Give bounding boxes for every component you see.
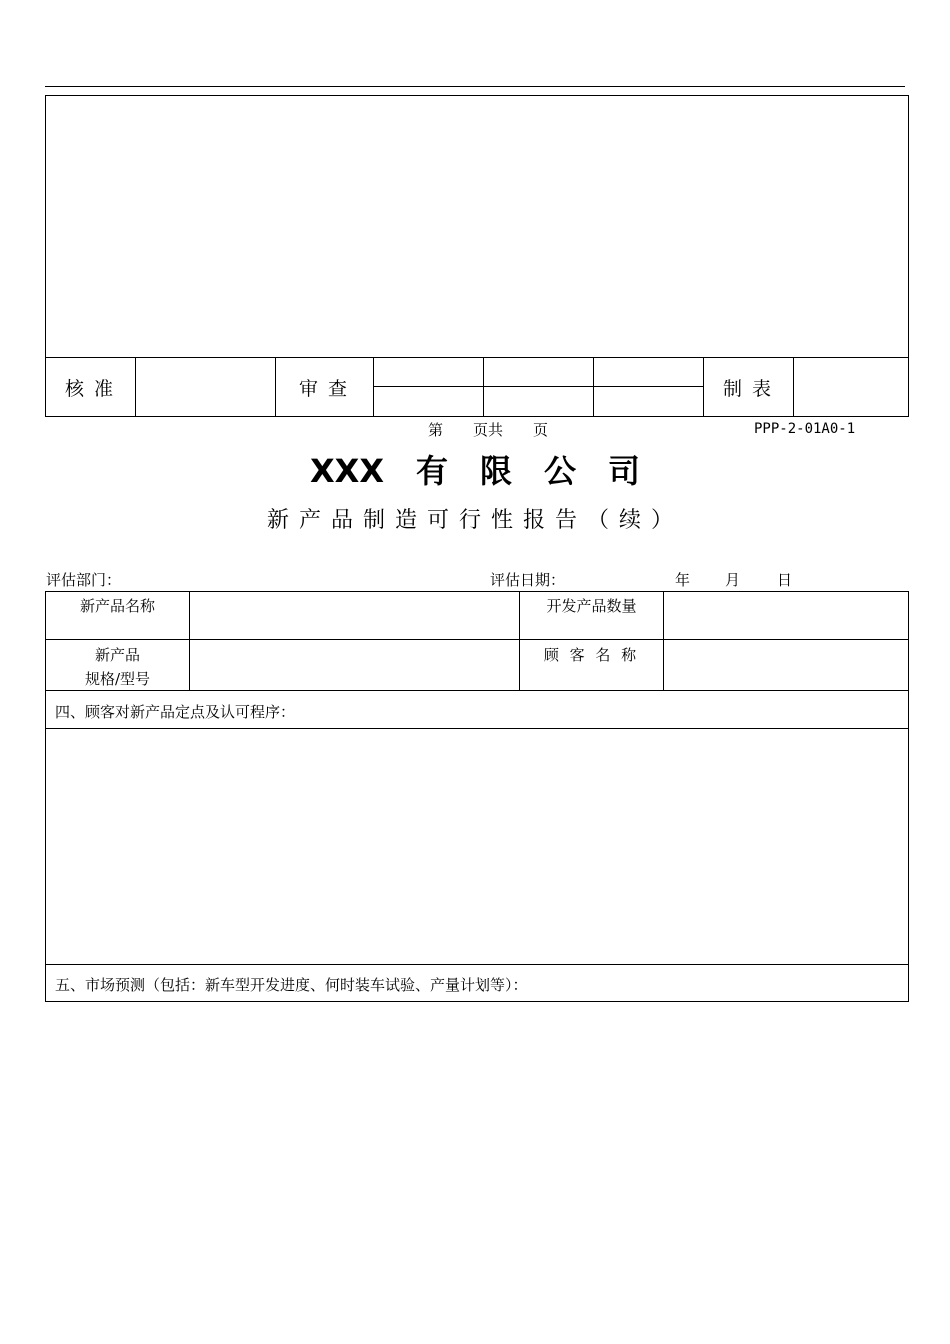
customer-name-label: 顾 客 名 称 bbox=[543, 646, 640, 664]
evaluation-dept-field[interactable] bbox=[125, 567, 465, 587]
section5-title: 五、市场预测（包括：新车型开发进度、何时装车试验、产量计划等）： bbox=[55, 976, 528, 994]
row-border bbox=[45, 690, 909, 691]
dev-quantity-label: 开发产品数量 bbox=[546, 597, 637, 615]
month-label: 月 bbox=[725, 571, 741, 589]
report-title: 新产品制造可行性报告（续） bbox=[266, 508, 683, 533]
approve-signature-field[interactable] bbox=[136, 358, 275, 416]
customer-name-field[interactable] bbox=[664, 640, 908, 690]
row-border bbox=[45, 964, 909, 965]
year-label: 年 bbox=[675, 571, 691, 589]
evaluation-dept-label: 评估部门： bbox=[46, 571, 122, 589]
day-label: 日 bbox=[777, 571, 793, 589]
form-code: PPP-2-01A0-1 bbox=[754, 421, 856, 437]
product-name-field[interactable] bbox=[190, 592, 519, 639]
prepare-label: 制 表 bbox=[722, 378, 774, 400]
review-label: 审 查 bbox=[298, 378, 350, 400]
spec-model-field[interactable] bbox=[190, 640, 519, 690]
section4-content-field[interactable] bbox=[46, 729, 908, 964]
section4-title: 四、顾客对新产品定点及认可程序： bbox=[55, 703, 296, 721]
dev-quantity-field[interactable] bbox=[664, 592, 908, 639]
spec-label-line2: 规格/型号 bbox=[84, 670, 151, 688]
evaluation-date-label: 评估日期： bbox=[490, 571, 566, 589]
approve-label: 核 准 bbox=[64, 378, 116, 400]
prepare-signature-field[interactable] bbox=[794, 358, 908, 416]
product-name-label: 新产品名称 bbox=[79, 597, 155, 615]
review-signature-field[interactable] bbox=[374, 358, 703, 416]
page-number-text: 第 页共 页 bbox=[428, 421, 549, 439]
spec-label-line1: 新产品 bbox=[94, 646, 140, 664]
top-rule bbox=[45, 86, 905, 87]
company-name: XXX 有 限 公 司 bbox=[309, 452, 641, 490]
